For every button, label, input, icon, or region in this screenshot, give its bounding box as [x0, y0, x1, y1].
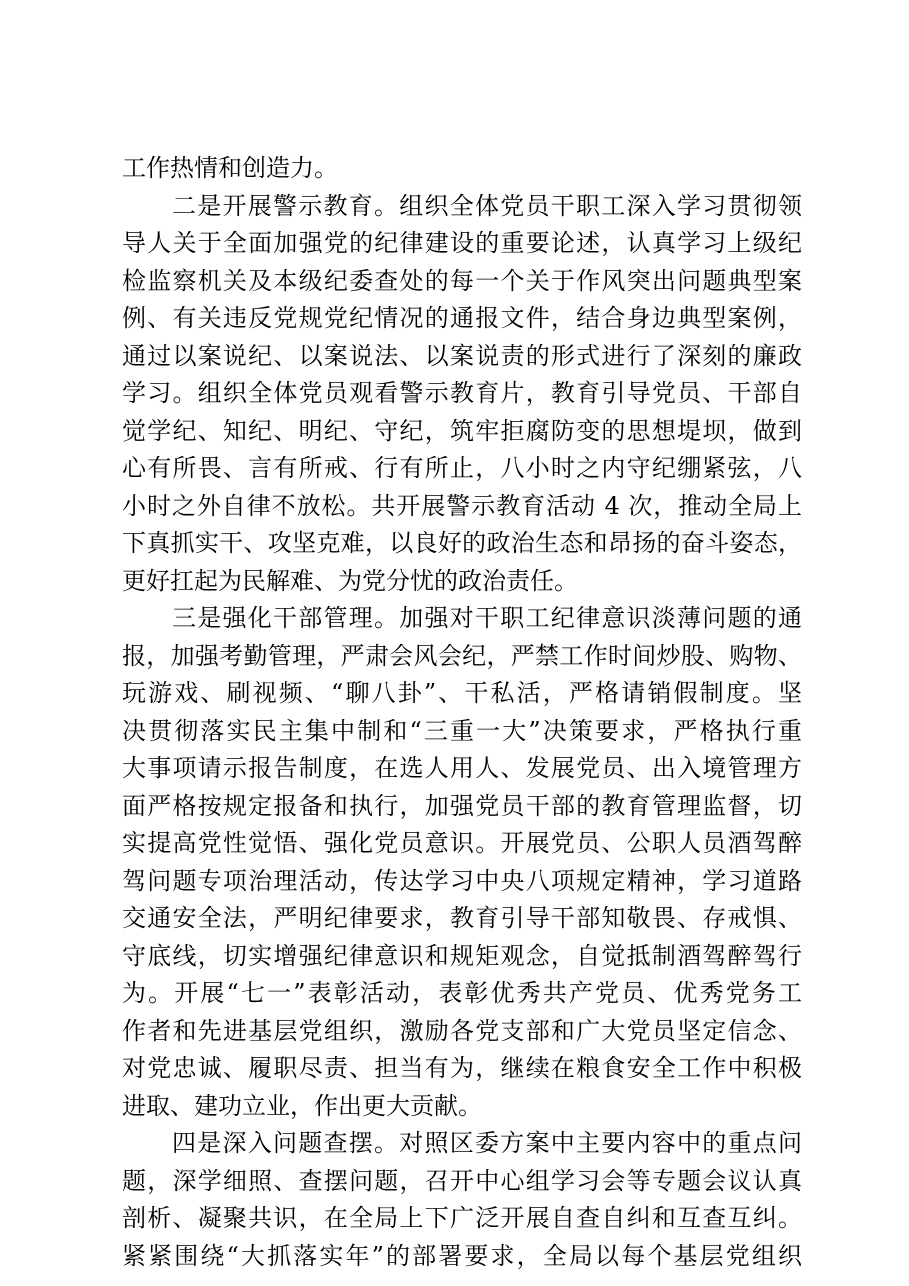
text-line: 心有所畏、言有所戒、行有所止，八小时之内守纪绷紧弦，八: [122, 454, 802, 482]
text-line: 进取、建功立业，作出更大贡献。: [122, 1091, 482, 1120]
text-line: 报，加强考勤管理，严肃会风会纪，严禁工作时间炒股、购物、: [122, 641, 802, 670]
text-line: 守底线，切实增强纪律意识和规矩观念，自觉抵制酒驾醉驾行: [122, 941, 802, 970]
text-line: 检监察机关及本级纪委查处的每一个关于作风突出问题典型案: [122, 266, 802, 295]
text-line: 大事项请示报告制度，在选人用人、发展党员、出入境管理方: [122, 754, 802, 782]
paragraph-2-start: 二是开展警示教育。组织全体党员干职工深入学习贯彻领: [172, 191, 802, 220]
paragraph-3-start: 三是强化干部管理。加强对干职工纪律意识淡薄问题的通: [172, 604, 802, 632]
text-line: 决贯彻落实民主集中制和“三重一大”决策要求，严格执行重: [122, 716, 802, 745]
paragraph-4-start: 四是深入问题查摆。对照区委方案中主要内容中的重点问: [172, 1129, 802, 1157]
text-line: 驾问题专项治理活动，传达学习中央八项规定精神，学习道路: [122, 866, 802, 895]
text-line: 玩游戏、刷视频、“聊八卦”、干私活，严格请销假制度。坚: [122, 679, 802, 707]
text-line: 对党忠诚、履职尽责、担当有为，继续在粮食安全工作中积极: [122, 1054, 802, 1082]
text-line: 面严格按规定报备和执行，加强党员干部的教育管理监督，切: [122, 791, 802, 820]
text-line: 工作热情和创造力。: [122, 154, 338, 182]
text-line: 下真抓实干、攻坚克难，以良好的政治生态和昂扬的奋斗姿态，: [122, 529, 802, 557]
text-line: 题，深学细照、查摆问题，召开中心组学习会等专题会议认真: [122, 1166, 802, 1195]
text-line: 小时之外自律不放松。共开展警示教育活动 4 次，推动全局上: [122, 491, 802, 520]
text-line: 为。开展“七一”表彰活动，表彰优秀共产党员、优秀党务工: [122, 979, 802, 1007]
text-line: 作者和先进基层党组织，激励各党支部和广大党员坚定信念、: [122, 1016, 802, 1045]
text-line: 例、有关违反党规党纪情况的通报文件，结合身边典型案例，: [122, 304, 802, 332]
text-line: 通过以案说纪、以案说法、以案说责的形式进行了深刻的廉政: [122, 341, 802, 370]
text-line: 实提高党性觉悟、强化党员意识。开展党员、公职人员酒驾醉: [122, 829, 802, 857]
text-line: 交通安全法，严明纪律要求，教育引导干部知敬畏、存戒惧、: [122, 904, 802, 932]
text-line: 紧紧围绕“大抓落实年”的部署要求，全局以每个基层党组织: [122, 1241, 802, 1270]
text-line: 觉学纪、知纪、明纪、守纪，筑牢拒腐防变的思想堤坝，做到: [122, 416, 802, 445]
text-line: 更好扛起为民解难、为党分忧的政治责任。: [122, 566, 578, 595]
text-line: 学习。组织全体党员观看警示教育片，教育引导党员、干部自: [122, 379, 802, 407]
text-line: 剖析、凝聚共识，在全局上下广泛开展自查自纠和互查互纠。: [122, 1204, 802, 1232]
text-line: 导人关于全面加强党的纪律建设的重要论述，认真学习上级纪: [122, 229, 802, 257]
